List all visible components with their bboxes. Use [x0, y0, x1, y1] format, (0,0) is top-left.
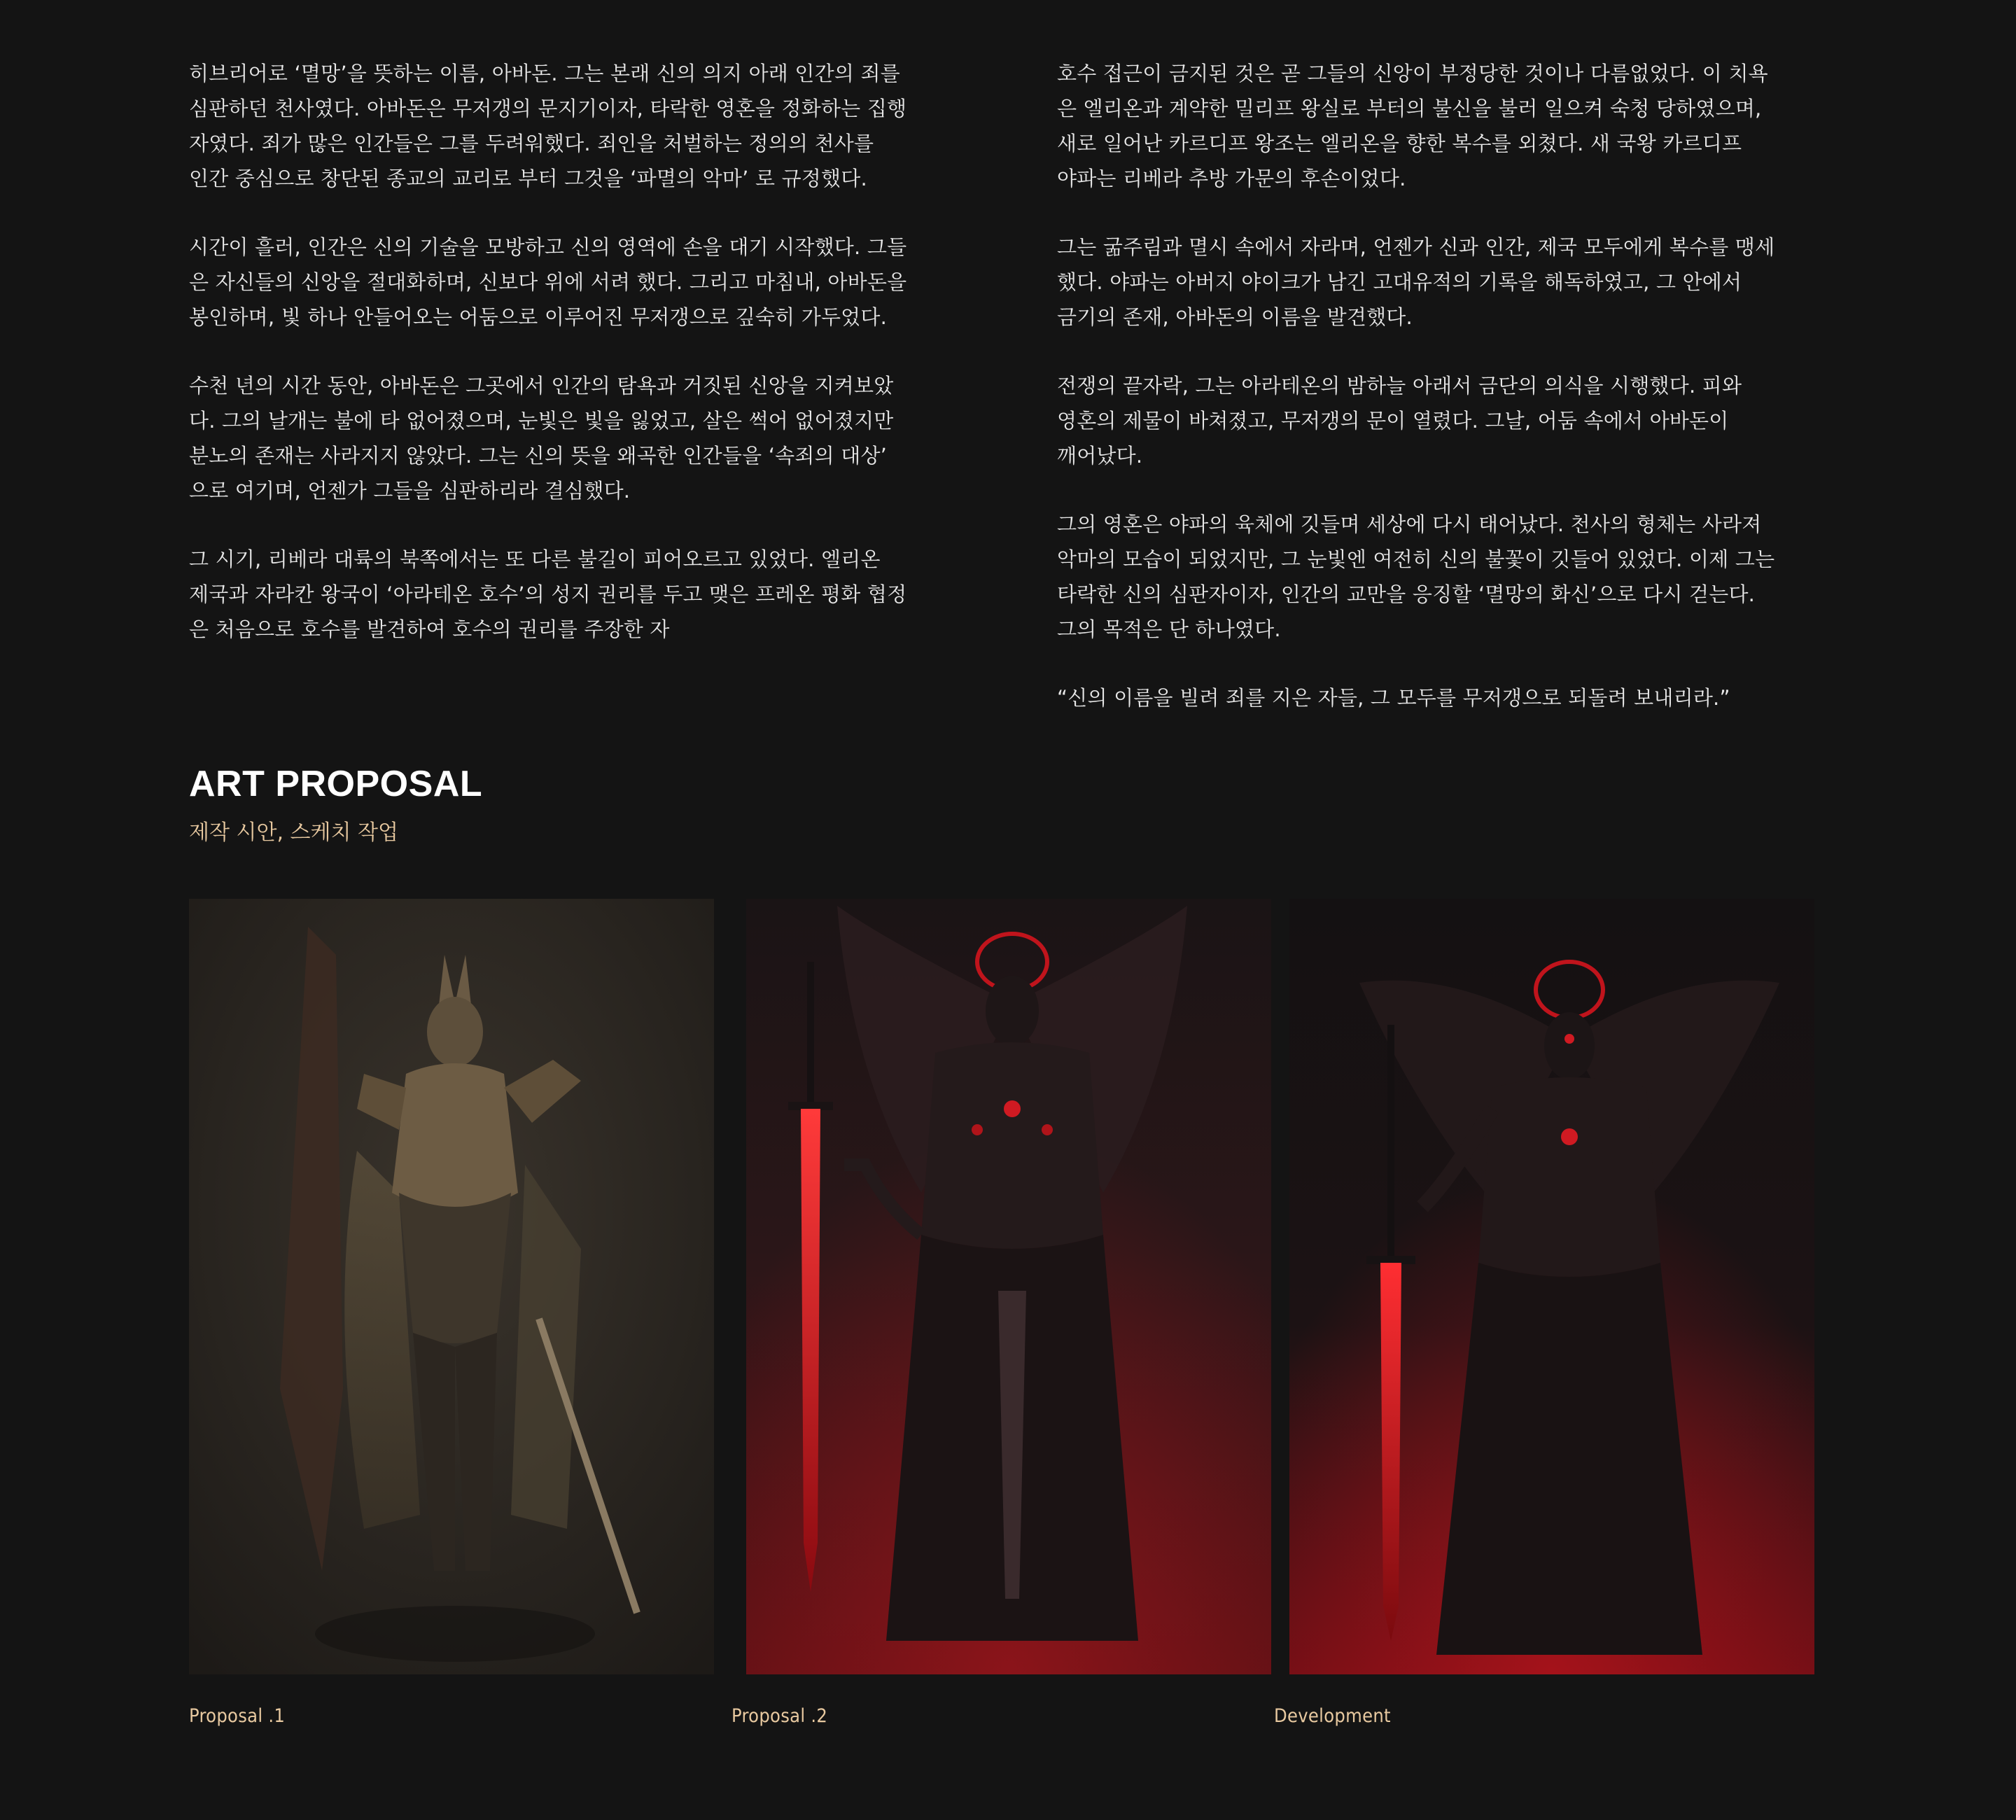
lore-paragraph: 전쟁의 끝자락, 그는 아라테온의 밤하늘 아래서 금단의 의식을 시행했다. 피와 영혼의 제물이 바쳐졌고, 무저갱의 문이 열렸다. 그날, 어둠 속에서 아바돈이 깨어났다.: [1057, 374, 1742, 468]
lore-quote: “신의 이름을 빌려 죄를 지은 자들, 그 모두를 무저갱으로 되돌려 보내리라.”: [1057, 686, 1730, 710]
section-title: ART PROPOSAL: [189, 764, 483, 804]
lore-paragraph: 호수 접근이 금지된 것은 곧 그들의 신앙이 부정당한 것이나 다름없었다. 이 치욕 은 엘리온과 계약한 밀리프 왕실로 부터의 불신을 불러 일으켜 숙청 당하였으며, 새로 일어난 카르디프 왕조는 엘리온을 향한 복수를 외쳤다. 새 국왕 카르디프 야파는 리베라 추방 가문의 후손이었다.: [1057, 62, 1768, 190]
lore-paragraph: 그는 굶주림과 멸시 속에서 자라며, 언젠가 신과 인간, 제국 모두에게 복수를 맹세 했다. 야파는 아버지 야이크가 남긴 고대유적의 기록을 해독하였고, 그 안에서 금기의 존재, 아바돈의 이름을 발견했다.: [1057, 235, 1775, 329]
lore-paragraph: 그의 영혼은 야파의 육체에 깃들며 세상에 다시 태어났다. 천사의 형체는 사라져 악마의 모습이 되었지만, 그 눈빛엔 여전히 신의 불꽃이 깃들어 있었다. 이제 그는 타락한 신의 심판자이자, 인간의 교만을 응징할 ‘멸망의 화신’으로 다시 걷는다. 그의 목적은 단 하나였다.: [1057, 512, 1775, 641]
gallery-caption: Development: [1274, 1705, 1391, 1727]
section-subtitle: 제작 시안, 스케치 작업: [189, 820, 398, 845]
lore-paragraph: 시간이 흘러, 인간은 신의 기술을 모방하고 신의 영역에 손을 대기 시작했다. 그들 은 자신들의 신앙을 절대화하며, 신보다 위에 서려 했다. 그리고 마침내, 아바돈을 봉인하며, 빛 하나 안들어오는 어둠으로 이루어진 무저갱으로 깊숙히 가두었다.: [189, 235, 907, 329]
lore-section: [189, 56, 1827, 749]
gallery-caption: Proposal .1: [189, 1705, 286, 1727]
development-image: [1289, 899, 1814, 1674]
proposal-1-image: [189, 899, 714, 1674]
proposal-2-image: [746, 899, 1271, 1674]
lore-paragraph: 히브리어로 ‘멸망’을 뜻하는 이름, 아바돈. 그는 본래 신의 의지 아래 인간의 죄를 심판하던 천사였다. 아바돈은 무저갱의 문지기이자, 타락한 영혼을 정화하는 집행 자였다. 죄가 많은 인간들은 그를 두려워했다. 죄인을 처벌하는 정의의 천사를 인간 중심으로 창단된 종교의 교리로 부터 그것을 ‘파멸의 악마’ 로 규정했다.: [189, 62, 907, 190]
lore-column-right: [1057, 56, 1827, 749]
lore-paragraph: 수천 년의 시간 동안, 아바돈은 그곳에서 인간의 탐욕과 거짓된 신앙을 지켜보았 다. 그의 날개는 불에 타 없어졌으며, 눈빛은 빛을 잃었고, 살은 썩어 없어졌지만 분노의 존재는 사라지지 않았다. 그는 신의 뜻을 왜곡한 인간들을 ‘속죄의 대상’ 으로 여기며, 언젠가 그들을 심판하리라 결심했다.: [189, 374, 894, 503]
lore-column-left: [189, 56, 959, 749]
art-gallery: [189, 899, 1814, 1674]
lore-paragraph: 그 시기, 리베라 대륙의 북쪽에서는 또 다른 불길이 피어오르고 있었다. 엘리온 제국과 자라칸 왕국이 ‘아라테온 호수’의 성지 권리를 두고 맺은 프레온 평화 협정 은 처음으로 호수를 발견하여 호수의 권리를 주장한 자: [189, 547, 907, 641]
gallery-caption: Proposal .2: [732, 1705, 828, 1727]
